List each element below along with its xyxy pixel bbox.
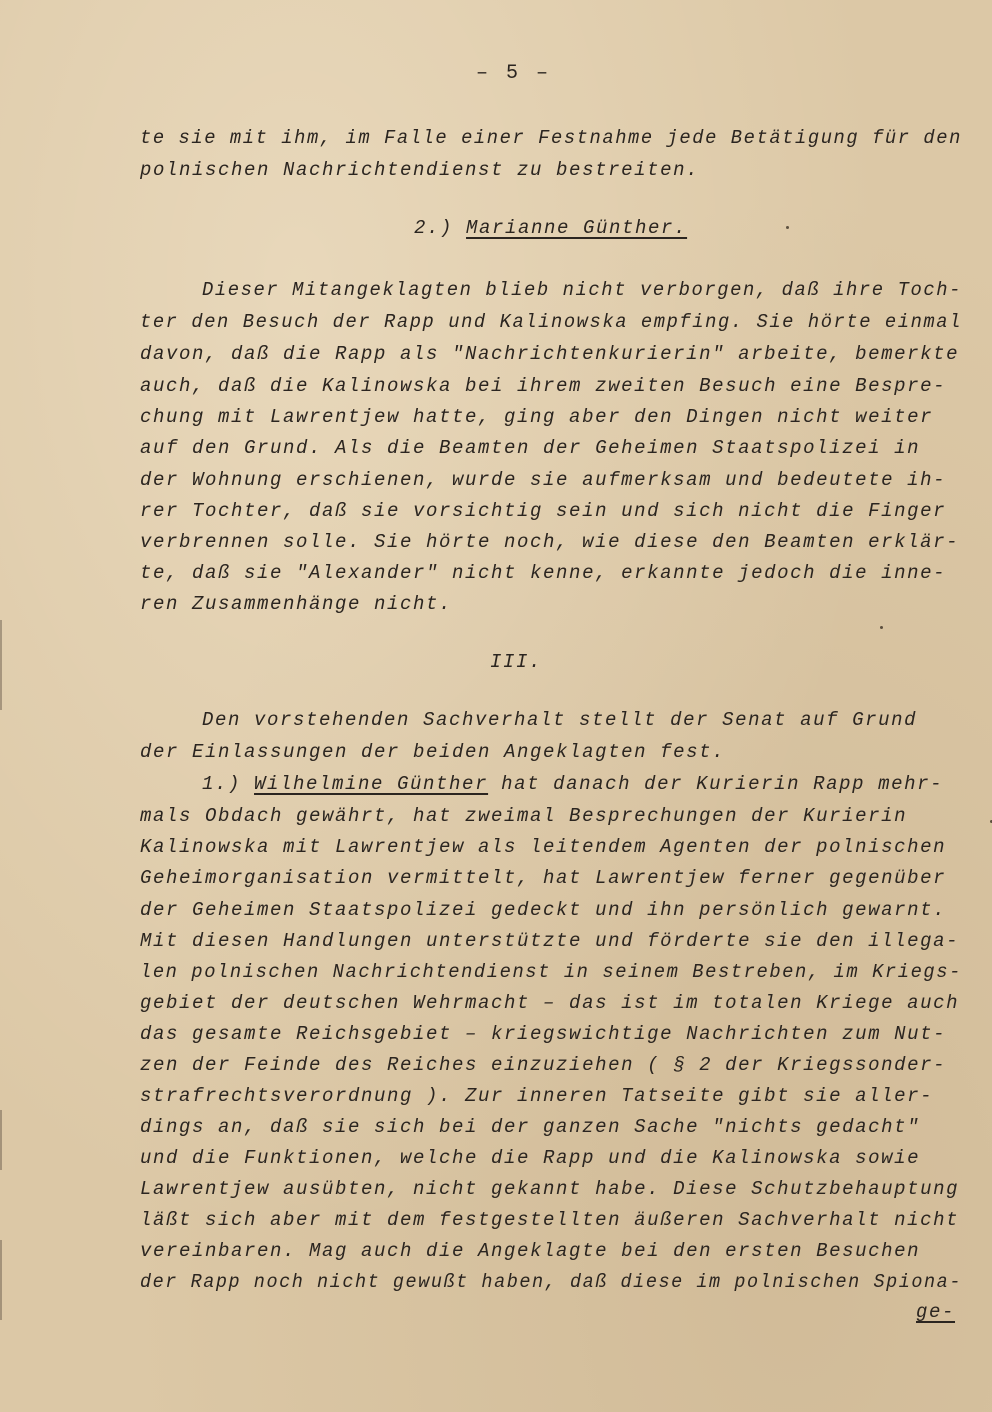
text-line: läßt sich aber mit dem festgestellten äußeren Sachverhalt nicht [140,1209,960,1231]
text-line: Mit diesen Handlungen unterstützte und förderte sie den illega- [140,930,960,952]
text-line: vereinbaren. Mag auch die Angeklagte bei den ersten Besuchen [140,1240,921,1262]
text-line: ter den Besuch der Rapp und Kalinowska empfing. Sie hörte einmal [140,311,962,333]
text-line: und die Funktionen, welche die Rapp und die Kalinowska sowie [140,1147,921,1169]
defendant-name: Marianne Günther. [466,217,688,239]
text-line: der Rapp noch nicht gewußt haben, daß diese im polnischen Spiona- [140,1271,962,1293]
binding-mark [0,620,2,710]
text-line: Dieser Mitangeklagten blieb nicht verborgen, daß ihre Toch- [202,279,962,301]
binding-mark [0,1240,2,1320]
text-line: ren Zusammenhänge nicht. [140,593,453,615]
point-number: 1.) [202,773,242,795]
text-line: das gesamte Reichsgebiet – kriegswichtige Nachrichten zum Nut- [140,1023,947,1045]
text-line: len polnischen Nachrichtendienst in seinem Bestreben, im Kriegs- [140,961,962,983]
section-heading: III. [490,651,543,673]
text-line: davon, daß die Rapp als "Nachrichtenkurierin" arbeite, bemerkte [140,343,960,365]
text-line: te sie mit ihm, im Falle einer Festnahme jede Betätigung für den [140,127,962,149]
text-line: auch, daß die Kalinowska bei ihrem zweiten Besuch eine Bespre- [140,375,947,397]
section-heading [414,217,687,239]
text-line: der Geheimen Staatspolizei gedeckt und ihn persönlich gewarnt. [140,899,947,921]
point-line [202,772,943,796]
page-number: – 5 – [476,62,552,85]
catchword: ge- [916,1301,956,1323]
text-line: mals Obdach gewährt, hat zweimal Besprechungen der Kurierin [140,805,908,827]
text-line: strafrechtsverordnung ). Zur inneren Tatseite gibt sie aller- [140,1085,934,1107]
text-line: te, daß sie "Alexander" nicht kenne, erkannte jedoch die inne- [140,562,947,584]
text-line: der Wohnung erschienen, wurde sie aufmerksam und bedeutete ih- [140,469,947,491]
text-line: Geheimorganisation vermittelt, hat Lawrentjew ferner gegenüber [140,867,947,889]
text-line: Den vorstehenden Sachverhalt stellt der Senat auf Grund [202,709,918,731]
paper-speck [786,226,789,229]
text-line: der Einlassungen der beiden Angeklagten fest. [140,741,726,763]
paper-speck [880,626,883,629]
text-line: gebiet der deutschen Wehrmacht – das ist im totalen Kriege auch [140,992,960,1014]
point-text: hat danach der Kurierin Rapp mehr- [488,773,944,795]
text-line: rer Tochter, daß sie vorsichtig sein und sich nicht die Finger [140,500,947,522]
text-line: chung mit Lawrentjew hatte, ging aber den Dingen nicht weiter [140,406,934,428]
text-line: polnischen Nachrichtendienst zu bestreiten. [140,159,700,181]
section-number: 2.) [414,217,454,239]
binding-mark [0,1110,2,1170]
text-line: Kalinowska mit Lawrentjew als leitendem Agenten der polnischen [140,836,947,858]
text-line: verbrennen solle. Sie hörte noch, wie diese den Beamten erklär- [140,531,960,553]
text-line: Lawrentjew ausübten, nicht gekannt habe. Diese Schutzbehauptung [140,1178,960,1200]
defendant-name: Wilhelmine Günther [254,773,489,795]
text-line: zen der Feinde des Reiches einzuziehen ( § 2 der Kriegssonder- [140,1054,947,1076]
text-line: auf den Grund. Als die Beamten der Geheimen Staatspolizei in [140,437,921,459]
text-line: dings an, daß sie sich bei der ganzen Sache "nichts gedacht" [140,1116,921,1138]
